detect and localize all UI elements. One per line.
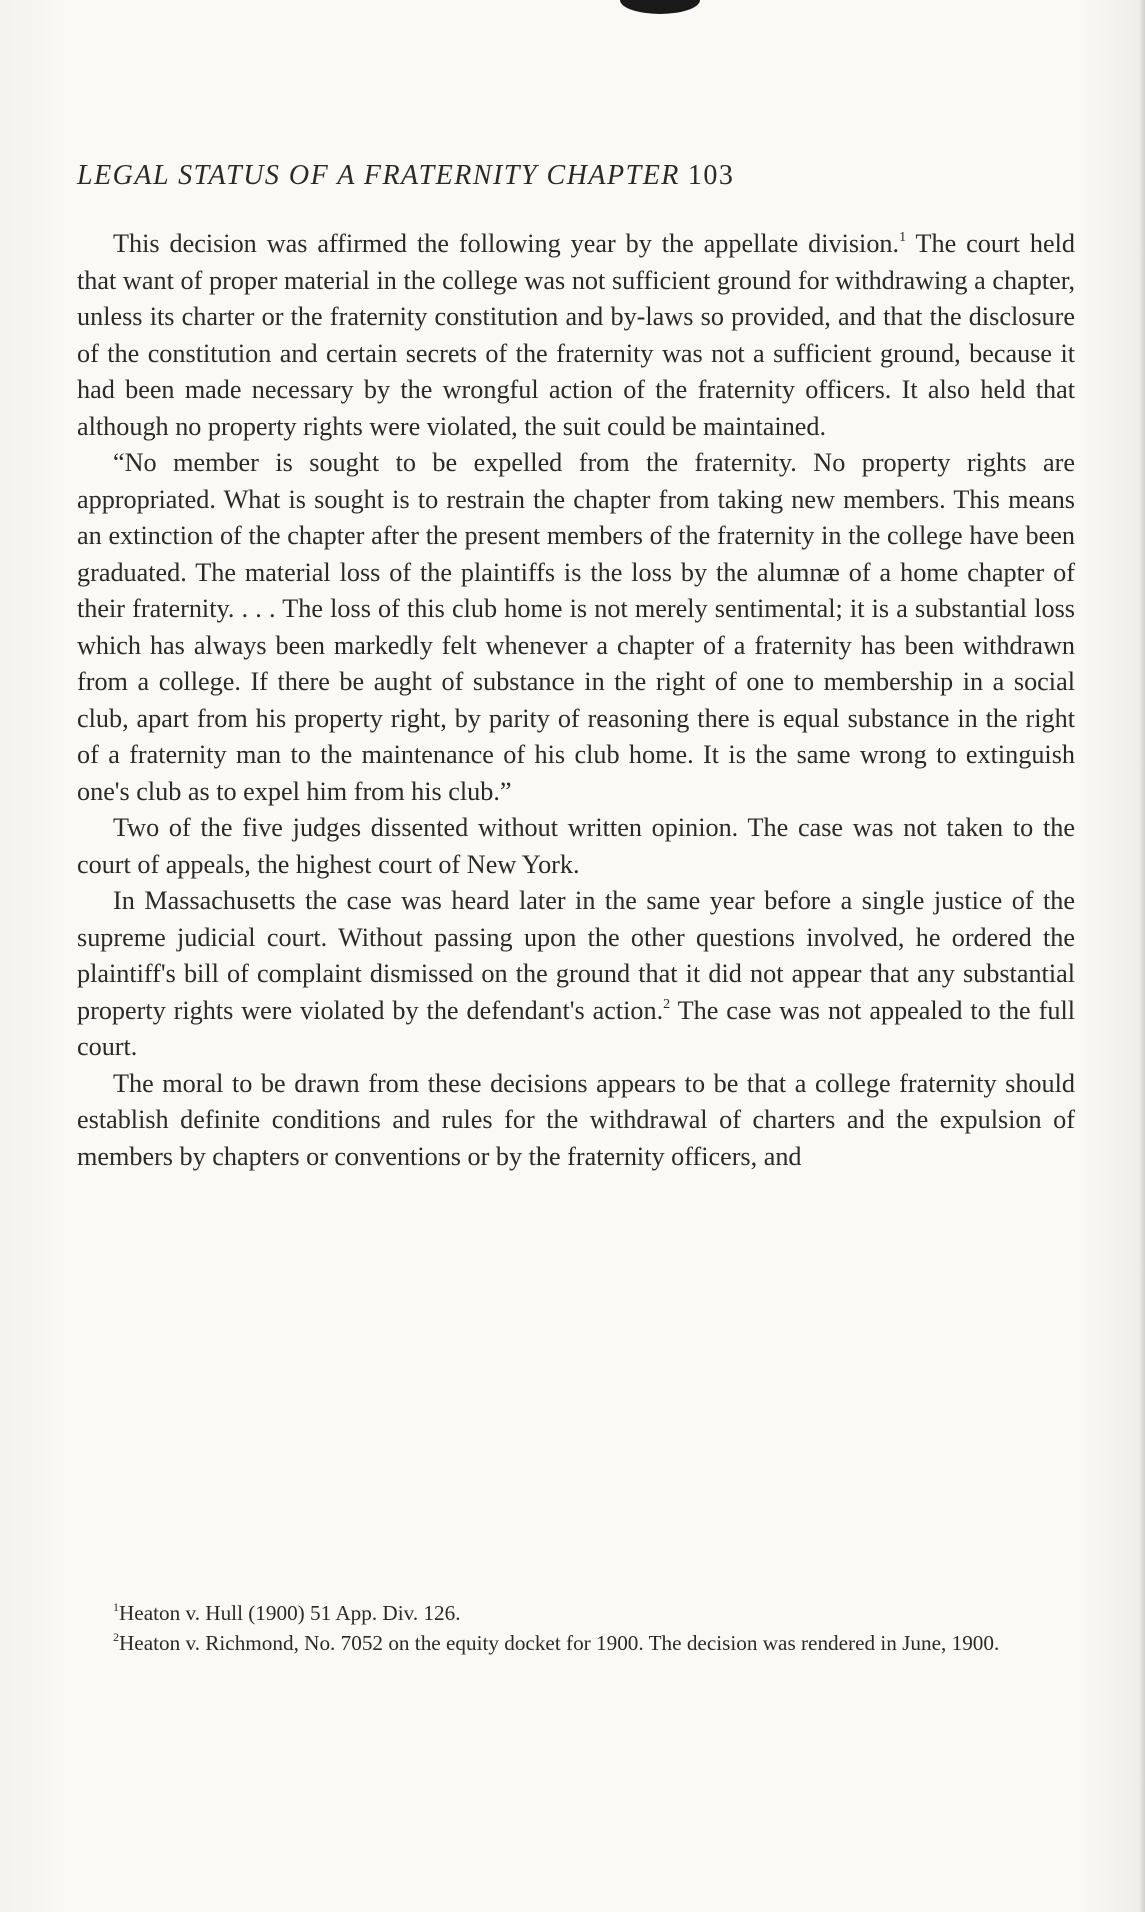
chapter-title: LEGAL STATUS OF A FRATERNITY CHAPTER [77, 160, 680, 191]
scan-artifact-mark [620, 0, 700, 14]
page-number: 103 [687, 160, 735, 191]
paragraph-court-quote: “No member is sought to be expelled from the fraternity. No property rights are appropriated. What is sought is to restrain the chapter from taking new members. This means an extinction of the chapter after the present members of the fraternity in the college have been graduated. The material loss of the plaintiffs is the loss by the alumnæ of a home chapter of their fraternity. . . . The loss of this club home is not merely sentimental; it is a substantial loss which has always been markedly felt whenever a chapter of a fraternity has been withdrawn from a college. If there be aught of substance in the right of one to membership in a social club, apart from his property right, by parity of reasoning there is equal substance in the right of a fraternity man to the maintenance of his club home. It is the same wrong to extinguish one's club as to expel him from his club.” [77, 448, 1075, 806]
footnote-ref-2: 2 [663, 996, 671, 1012]
paragraph-moral: The moral to be drawn from these decisions appears to be that a college fraternity should establish definite conditions and rules for the withdrawal of charters and the expulsion of members by chapters or conventions or by the fraternity officers, and [77, 1068, 1075, 1171]
paragraph-appellate-decision [77, 226, 1075, 445]
footnote-marker: 2 [113, 1630, 119, 1644]
footnote-marker: 1 [113, 1600, 119, 1614]
footnote-ref-1: 1 [899, 230, 907, 245]
paragraph-dissent: Two of the five judges dissented without written opinion. The case was not taken to the court of appeals, the highest court of New York. [77, 813, 1075, 879]
paragraph-text: In Massachusetts the case was heard later in the same year before a single justice of the supreme judicial court. Without passing upon the other questions involved, he ordered the plaintiff's bill of complaint dismissed on the ground that it did not appear that any substantial property rights were violated by the defendant's action. [77, 886, 1075, 1025]
paragraph-text: This decision was affirmed the following year by the appellate division. [113, 229, 900, 258]
footnote-text: Heaton v. Richmond, No. 7052 on the equity docket for 1900. The decision was rendered in June, 1900. [119, 1631, 1000, 1655]
paragraph-text: The case was not appealed to the full court. [77, 995, 1075, 1061]
body-text [77, 226, 1075, 1175]
paragraph-text: The court held that want of proper material in the college was not sufficient ground for withdrawing a chapter, unless its charter or the fraternity constitution and by-laws so provided, and that the disclosure of the constitution and certain secrets of the fraternity was not a sufficient ground, because it had been made necessary by the wrongful action of the fraternity officers. It also held that although no property rights were violated, the suit could be maintained. [77, 229, 1075, 441]
running-header [77, 160, 1075, 192]
footnote-text: Heaton v. Hull (1900) 51 App. Div. 126. [119, 1601, 461, 1625]
footnote-2 [77, 1628, 1075, 1658]
paragraph-massachusetts [77, 883, 1075, 1066]
footnotes [77, 1598, 1075, 1658]
page-edge-shadow [1139, 0, 1145, 1912]
footnote-1 [77, 1598, 1075, 1628]
